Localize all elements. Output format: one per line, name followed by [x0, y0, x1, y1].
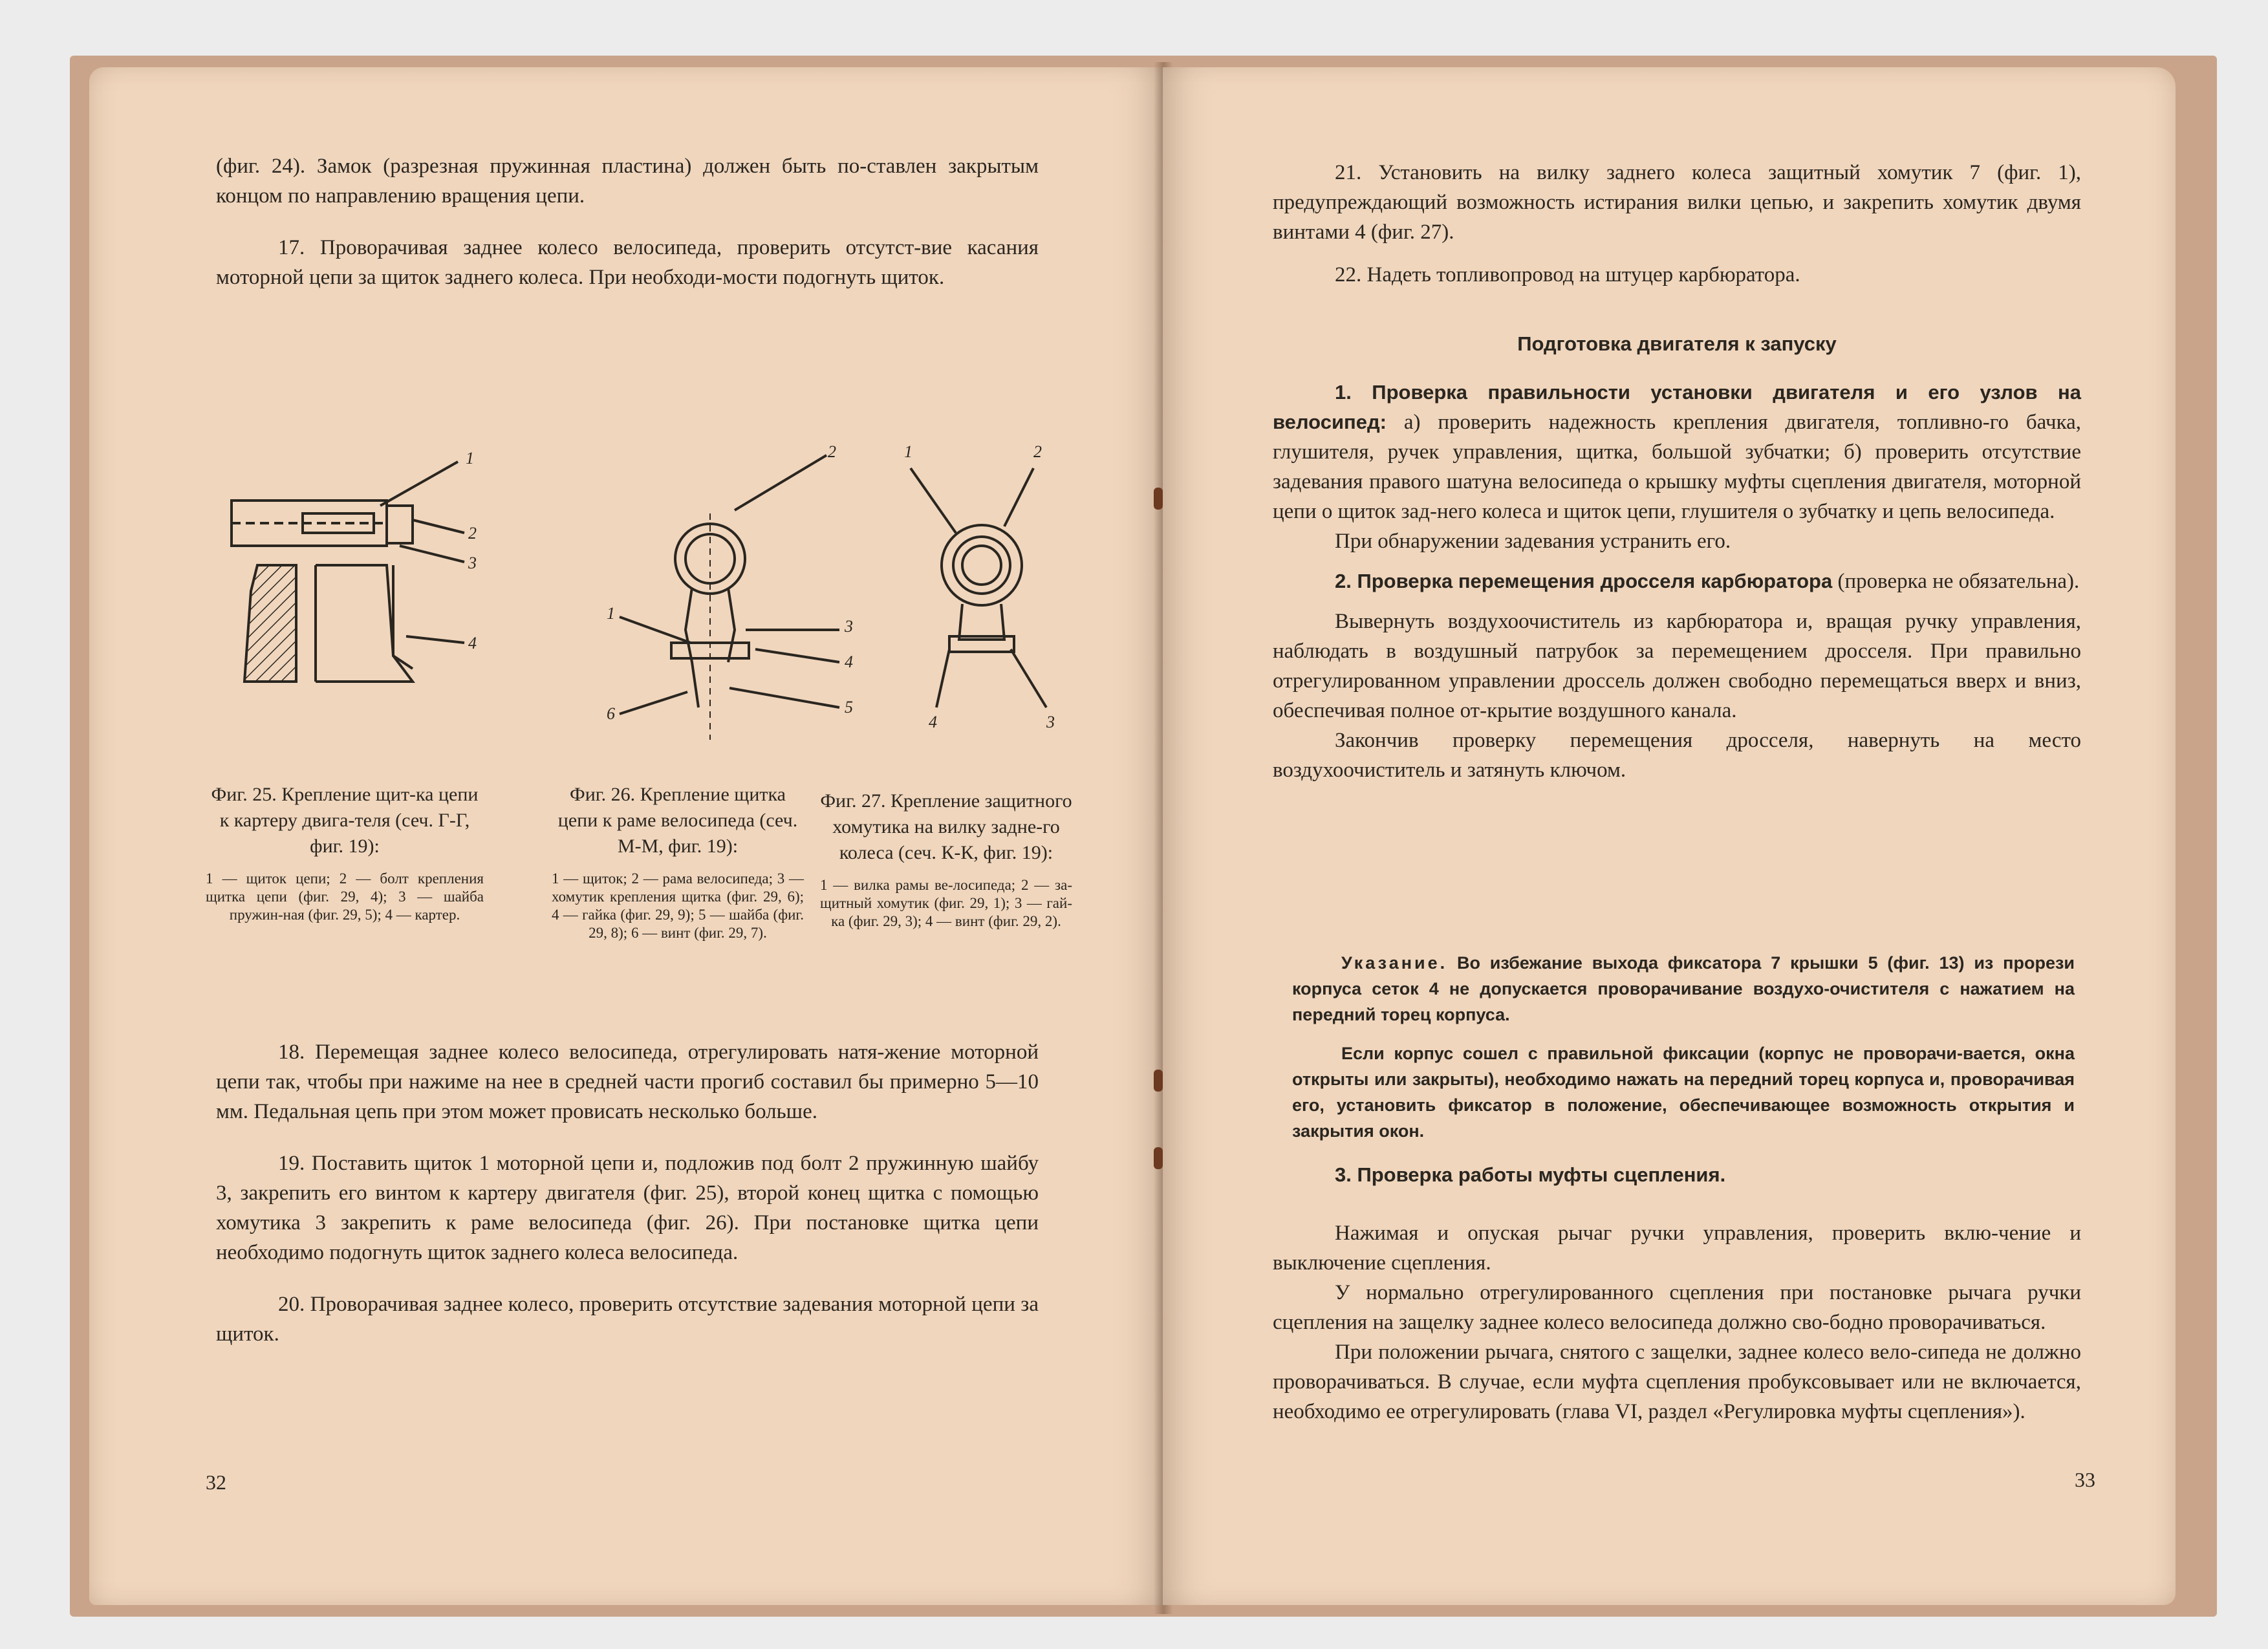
- page-number: 33: [2075, 1468, 2095, 1491]
- item-2-lead: 2. Проверка перемещения дросселя карбюратора: [1335, 570, 1833, 592]
- callout-label: 1: [904, 442, 913, 461]
- note-paragraph: [1292, 950, 2075, 1028]
- paragraph: 20. Проворачивая заднее колесо, проверить отсутствие задевания моторной цепи за щиток.: [216, 1293, 1039, 1346]
- note-text: Во избежание выхода фиксатора 7 крышки 5 (фиг. 13) из прорези корпуса сеток 4 не допускается проворачивание воздухо-очистителя с нажатием на передний торец корпуса.: [1292, 953, 2075, 1024]
- figure-26-caption: [552, 782, 804, 942]
- section-heading: Подготовка двигателя к запуску: [1517, 332, 1837, 355]
- paragraph: 18. Перемещая заднее колесо велосипеда, отрегулировать натя-жение моторной цепи так, чтобы при нажиме на нее в средней части прогиб составил бы примерно 5—10 мм. Педальная цепь при этом может провисать несколько больше.: [216, 1040, 1039, 1123]
- caption-legend: 1 — щиток; 2 — рама велосипеда; 3 — хомутик крепления щитка (фиг. 29, 6); 4 — гайка (фиг. 29, 9); 5 — шайба (фиг. 29, 8); 6 — винт (фиг. 29, 7).: [552, 870, 804, 941]
- right-text-bottom: [1273, 1160, 2081, 1427]
- page-number: 32: [206, 1471, 226, 1494]
- item-2: [1273, 566, 2081, 596]
- item-3-heading: [1273, 1160, 2081, 1190]
- figure-27-caption: [820, 788, 1072, 931]
- staple: [1154, 1070, 1163, 1092]
- callout-label: 3: [845, 617, 853, 636]
- left-text-top: [216, 151, 1039, 292]
- right-text-top: [1273, 158, 2081, 290]
- callout-label: 2: [828, 442, 836, 461]
- callout-label: 2: [1033, 442, 1042, 461]
- open-book: [70, 56, 2217, 1617]
- item-3-lead: 3. Проверка работы муфты сцепления.: [1335, 1163, 1726, 1186]
- right-text-main: [1273, 378, 2081, 785]
- caption-legend: 1 — вилка рамы ве-лосипеда; 2 — за-щитный хомутик (фиг. 29, 1); 3 — гай-ка (фиг. 29, 3); 4 — винт (фиг. 29, 2).: [820, 877, 1072, 929]
- paragraph: 19. Поставить щиток 1 моторной цепи и, подложив под болт 2 пружинную шайбу 3, закрепить его винтом к картеру двигателя (фиг. 25), второй конец щитка с помощью хомутика 3 закрепить к раме велосипеда (фиг. 26). При постановке щитка цепи необходимо подогнуть щиток заднего колеса велосипеда.: [216, 1152, 1039, 1264]
- caption-title: Фиг. 25. Крепление щит-ка цепи к картеру двига-теля (сеч. Г-Г, фиг. 19):: [211, 784, 479, 857]
- figure-25-caption: [206, 782, 484, 924]
- figure-25-drawing: [219, 449, 497, 685]
- callout-label: 4: [845, 652, 853, 671]
- item-1-lead: 1. Проверка правильности установки двигателя и его узлов на велосипед:: [1273, 381, 2081, 433]
- staple: [1154, 1147, 1163, 1169]
- callout-label: 5: [845, 698, 853, 717]
- paragraph: 22. Надеть топливопровод на штуцер карбюратора.: [1335, 263, 1800, 286]
- paragraph: При положении рычага, снятого с защелки, заднее колесо вело-сипеда не должно проворачиваться. В случае, если муфта сцепления пробуксовывает или не включается, необходимо ее отрегулировать (глава VI, раздел «Регулировка муфты сцепления»).: [1273, 1341, 2081, 1423]
- paragraph: (фиг. 24). Замок (разрезная пружинная пластина) должен быть по-ставлен закрытым концом по направлению вращения цепи.: [216, 155, 1039, 208]
- caption-title: Фиг. 27. Крепление защитного хомутика на вилку задне-го колеса (сеч. К-К, фиг. 19):: [820, 790, 1072, 863]
- callout-label: 6: [607, 704, 615, 723]
- caption-legend: 1 — щиток цепи; 2 — болт крепления щитка цепи (фиг. 29, 4); 3 — шайба пружин-ная (фиг. 29, 5); 4 — картер.: [206, 870, 484, 923]
- item-1: [1273, 378, 2081, 526]
- paragraph: При обнаружении задевания устранить его.: [1335, 530, 1731, 553]
- figure-26-drawing: [581, 442, 865, 749]
- paragraph: 17. Проворачивая заднее колесо велосипеда, проверить отсутст-вие касания моторной цепи за щиток заднего колеса. При необходи-мости подогнуть щиток.: [216, 236, 1039, 289]
- note-paragraph: Если корпус сошел с правильной фиксации (корпус не проворачи-вается, окна открыты или закрыты), необходимо нажать на передний торец корпуса и, проворачивая его, установить фиксатор в положение, обеспечивающее возможность открытия и закрытия окон.: [1292, 1044, 2075, 1141]
- paragraph: 21. Установить на вилку заднего колеса защитный хомутик 7 (фиг. 1), предупреждающий возможность истирания вилки цепью, и закрепить хомутик двумя винтами 4 (фиг. 27).: [1273, 161, 2081, 244]
- callout-label: 3: [468, 554, 477, 572]
- left-page: [89, 67, 1163, 1605]
- left-text-bottom: [216, 1037, 1039, 1349]
- note-label: Указание.: [1341, 953, 1448, 973]
- staple: [1154, 488, 1163, 510]
- callout-label: 1: [466, 449, 474, 468]
- callout-label: 2: [468, 524, 477, 543]
- callout-label: 3: [1046, 713, 1055, 731]
- callout-label: 1: [607, 604, 615, 623]
- callout-label: 4: [468, 634, 477, 652]
- paragraph: Нажимая и опуская рычаг ручки управления, проверить вклю-чение и выключение сцепления.: [1273, 1222, 2081, 1275]
- item-2-text: (проверка не обязательна).: [1832, 570, 2080, 593]
- note-block: [1292, 950, 2075, 1144]
- item-1-text: а) проверить надежность крепления двигателя, топливно-го бачка, глушителя, ручек управления, щитка, большой зубчатки; б) проверить отсутствие задевания правого шатуна велосипеда о крышку муфты сцепления двигателя, моторной цепи о щиток зад-него колеса и щиток цепи, глушителя о зубчатку и цепь велосипеда.: [1273, 411, 2081, 523]
- caption-title: Фиг. 26. Крепление щитка цепи к раме велосипеда (сеч. М-М, фиг. 19):: [557, 784, 798, 857]
- paragraph: Закончив проверку перемещения дросселя, навернуть на место воздухоочиститель и затянуть ключом.: [1273, 729, 2081, 782]
- figure-27-drawing: [885, 416, 1079, 743]
- paragraph: Вывернуть воздухоочиститель из карбюратора и, вращая ручку управления, наблюдать в воздушный патрубок за перемещением дросселя. При правильно отрегулированном управлении дроссель должен свободно перемещаться вверх и вниз, обеспечивая полное от-крытие воздушного канала.: [1273, 610, 2081, 722]
- paragraph: У нормально отрегулированного сцепления при постановке рычага ручки сцепления на защелку заднее колесо велосипеда должно сво-бодно проворачиваться.: [1273, 1281, 2081, 1334]
- right-page: [1163, 67, 2176, 1605]
- callout-label: 4: [929, 713, 937, 731]
